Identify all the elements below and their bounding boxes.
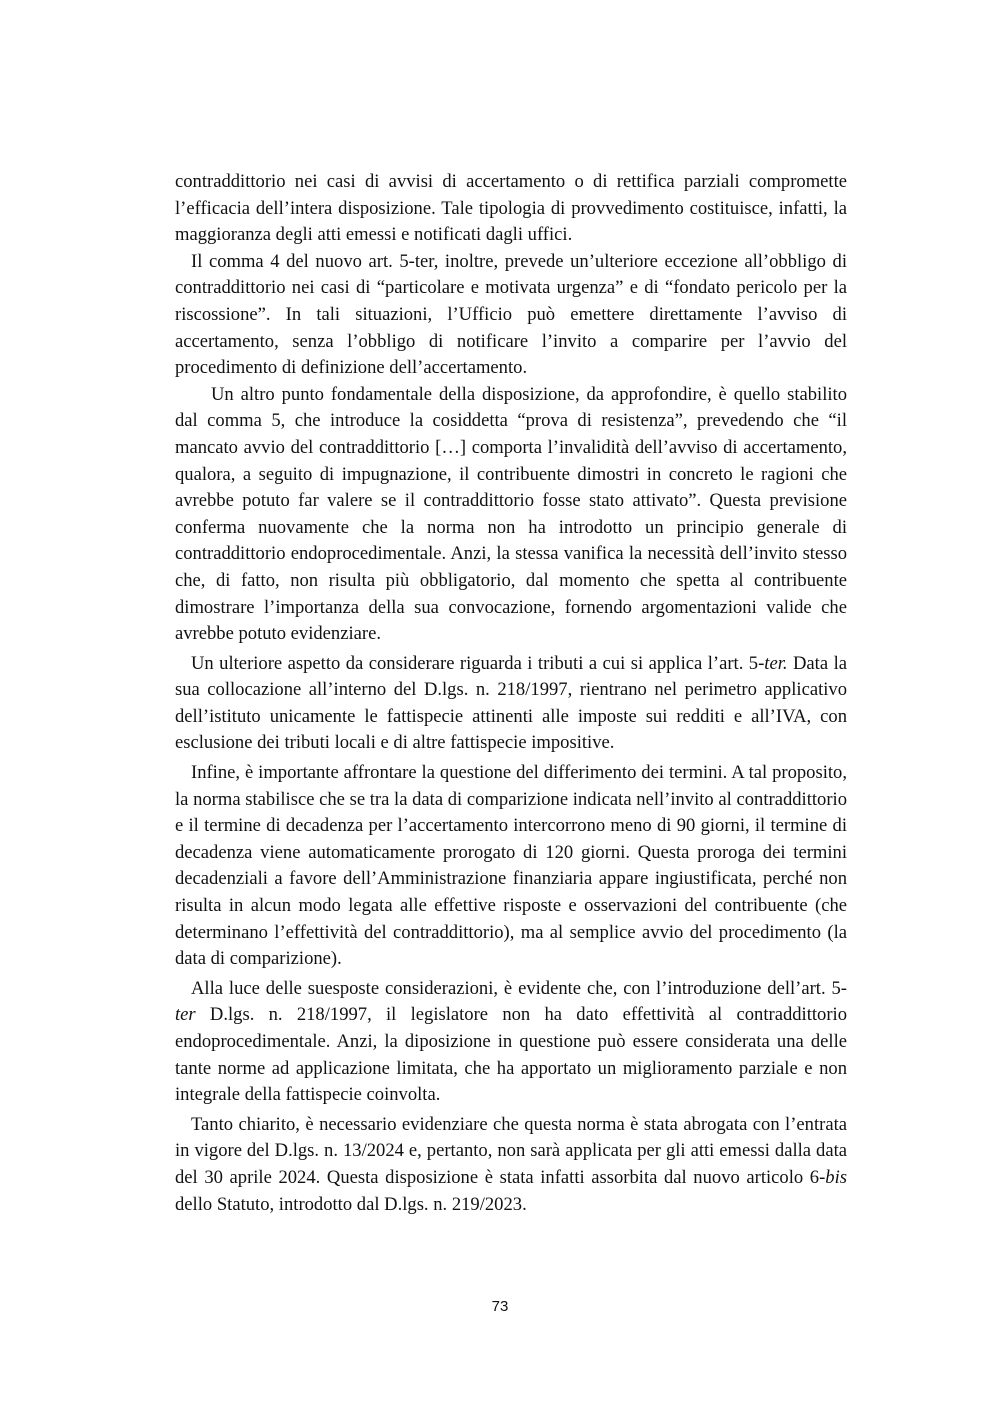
paragraph-3: Un altro punto fondamentale della disposizione, da approfondire, è quello stabilito dal comma 5, che introduce la cosiddetta “prova di resistenza”, prevedendo che “il mancato avvio del contraddittorio […] comporta l’invalidità dell’avviso di accertamento, qualora, a seguito di impugnazione, il contribuente dimostri in concreto le ragioni che avrebbe potuto far valere se il contraddittorio fosse stato attivato”. Questa previsione conferma nuovamente che la norma non ha introdotto un principio generale di contraddittorio endoprocedimentale. Anzi, la stessa vanifica la necessità dell’invito stesso che, di fatto, non risulta più obbligatorio, dal momento che spetta al contribuente dimostrare l’importanza della sua convocazione, fornendo argomentazioni valide che avrebbe potuto evidenziare. [175, 383, 847, 645]
paragraph-7-italic: bis [825, 1166, 847, 1188]
paragraph-7-text-end: dello Statuto, introdotto dal D.lgs. n. 219/2023. [175, 1193, 527, 1215]
paragraph-7 [175, 1112, 847, 1218]
page-body [175, 169, 847, 1218]
paragraph-7-text: Tanto chiarito, è necessario evidenziare che questa norma è stata abrogata con l’entrata in vigore del D.lgs. n. 13/2024 e, pertanto, non sarà applicata per gli atti emessi dalla data del 30 aprile 2024. Questa disposizione è stata infatti assorbita dal nuovo articolo 6- [175, 1113, 847, 1188]
paragraph-4-text: Un ulteriore aspetto da considerare riguarda i tributi a cui si applica l’art. 5- [191, 652, 765, 674]
paragraph-1: contraddittorio nei casi di avvisi di accertamento o di rettifica parziali compromette l’efficacia dell’intera disposizione. Tale tipologia di provvedimento costituisce, infatti, la maggioranza degli atti emessi e notificati dagli uffici. [175, 171, 847, 246]
paragraph-6-italic: ter [175, 1004, 196, 1026]
paragraph-4-text-end: Data la sua collocazione all’interno del D.lgs. n. 218/1997, rientrano nel perimetro applicativo dell’istituto unicamente le fattispecie attinenti alle imposte sui redditi e all’IVA, con esclusione dei tributi locali e di altre fattispecie impositive. [175, 652, 847, 754]
paragraph-2: Il comma 4 del nuovo art. 5-ter, inoltre, prevede un’ulteriore eccezione all’obbligo di contraddittorio nei casi di “particolare e motivata urgenza” e di “fondato pericolo per la riscossione”. In tali situazioni, l’Ufficio può emettere direttamente l’avviso di accertamento, senza l’obbligo di notificare l’invito a comparire per l’avvio del procedimento di definizione dell’accertamento. [175, 250, 847, 379]
paragraph-4 [175, 651, 847, 757]
page-number: 73 [491, 1298, 509, 1315]
paragraph-5: Infine, è importante affrontare la questione del differimento dei termini. A tal proposito, la norma stabilisce che se tra la data di comparizione indicata nell’invito al contraddittorio e il termine di decadenza per l’accertamento intercorrono meno di 90 giorni, il termine di decadenza viene automaticamente prorogato di 120 giorni. Questa proroga dei termini decadenziali a favore dell’Amministrazione finanziaria appare ingiustificata, perché non risulta in alcun modo legata alle effettive risposte e osservazioni del contribuente (che determinano l’effettività del contraddittorio), ma al semplice avvio del procedimento (la data di comparizione). [175, 762, 847, 970]
paragraph-4-italic: ter. [764, 652, 788, 674]
paragraph-6-text: Alla luce delle suesposte considerazioni, è evidente che, con l’introduzione dell’art. 5- [191, 977, 847, 999]
paragraph-6-text-end: D.lgs. n. 218/1997, il legislatore non ha dato effettività al contraddittorio endoprocedimentale. Anzi, la diposizione in questione può essere considerata una delle tante norme ad applicazione limitata, che ha apportato un miglioramento parziale e non integrale della fattispecie coinvolta. [175, 1004, 847, 1106]
paragraph-6 [175, 976, 847, 1109]
